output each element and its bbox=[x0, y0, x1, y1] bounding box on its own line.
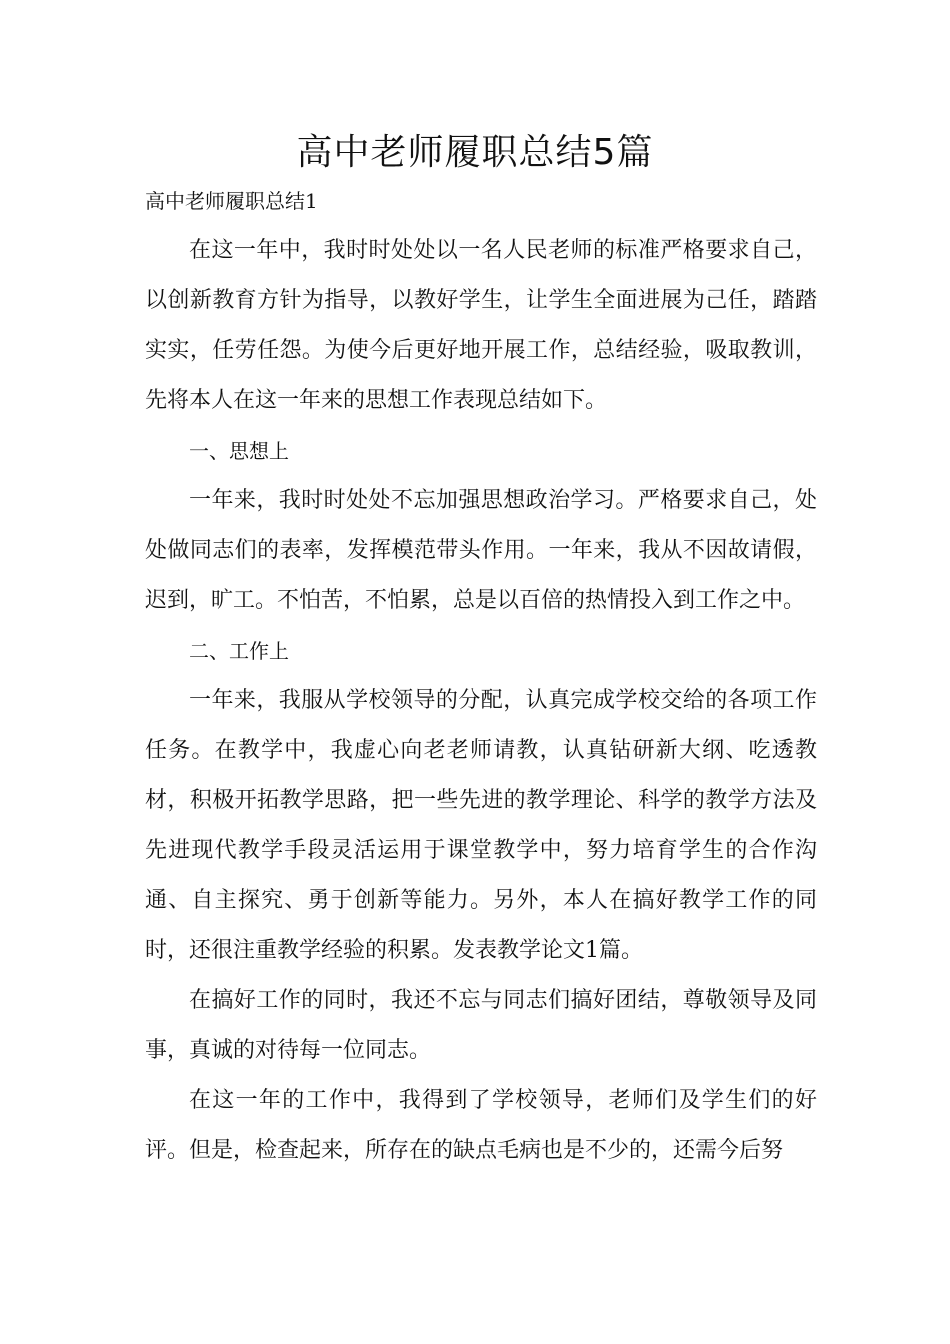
subheading-work: 二、工作上 bbox=[189, 639, 289, 663]
paragraph-thought: 一年来，我时时处处不忘加强思想政治学习。严格要求自己，处处做同志们的表率，发挥模范带头作用。一年来，我从不因故请假，迟到，旷工。不怕苦，不怕累，总是以百倍的热情投入到工作之中。 bbox=[145, 488, 817, 613]
paragraph-evaluation: 在这一年的工作中，我得到了学校领导，老师们及学生们的好评。但是，检查起来，所存在的缺点毛病也是不少的，还需今后努 bbox=[145, 1088, 817, 1163]
paragraph-intro: 在这一年中，我时时处处以一名人民老师的标准严格要求自己，以创新教育方针为指导，以教好学生，让学生全面进展为己任，踏踏实实，任劳任怨。为使今后更好地开展工作，总结经验，吸取教训，先将本人在这一年来的思想工作表现总结如下。 bbox=[145, 238, 817, 413]
subheading-thought: 一、思想上 bbox=[189, 439, 289, 463]
paragraph-work: 一年来，我服从学校领导的分配，认真完成学校交给的各项工作任务。在教学中，我虚心向老老师请教，认真钻研新大纲、吃透教材，积极开拓教学思路，把一些先进的教学理论、科学的教学方法及先进现代教学手段灵活运用于课堂教学中，努力培育学生的合作沟通、自主探究、勇于创新等能力。另外，本人在搞好教学工作的同时，还很注重教学经验的积累。发表教学论文1篇。 bbox=[145, 688, 817, 963]
paragraph-unity: 在搞好工作的同时，我还不忘与同志们搞好团结，尊敬领导及同事，真诚的对待每一位同志。 bbox=[145, 988, 817, 1063]
document-body bbox=[145, 226, 817, 1176]
section-heading: 高中老师履职总结1 bbox=[145, 189, 318, 213]
document-title: 高中老师履职总结5篇 bbox=[296, 132, 654, 173]
